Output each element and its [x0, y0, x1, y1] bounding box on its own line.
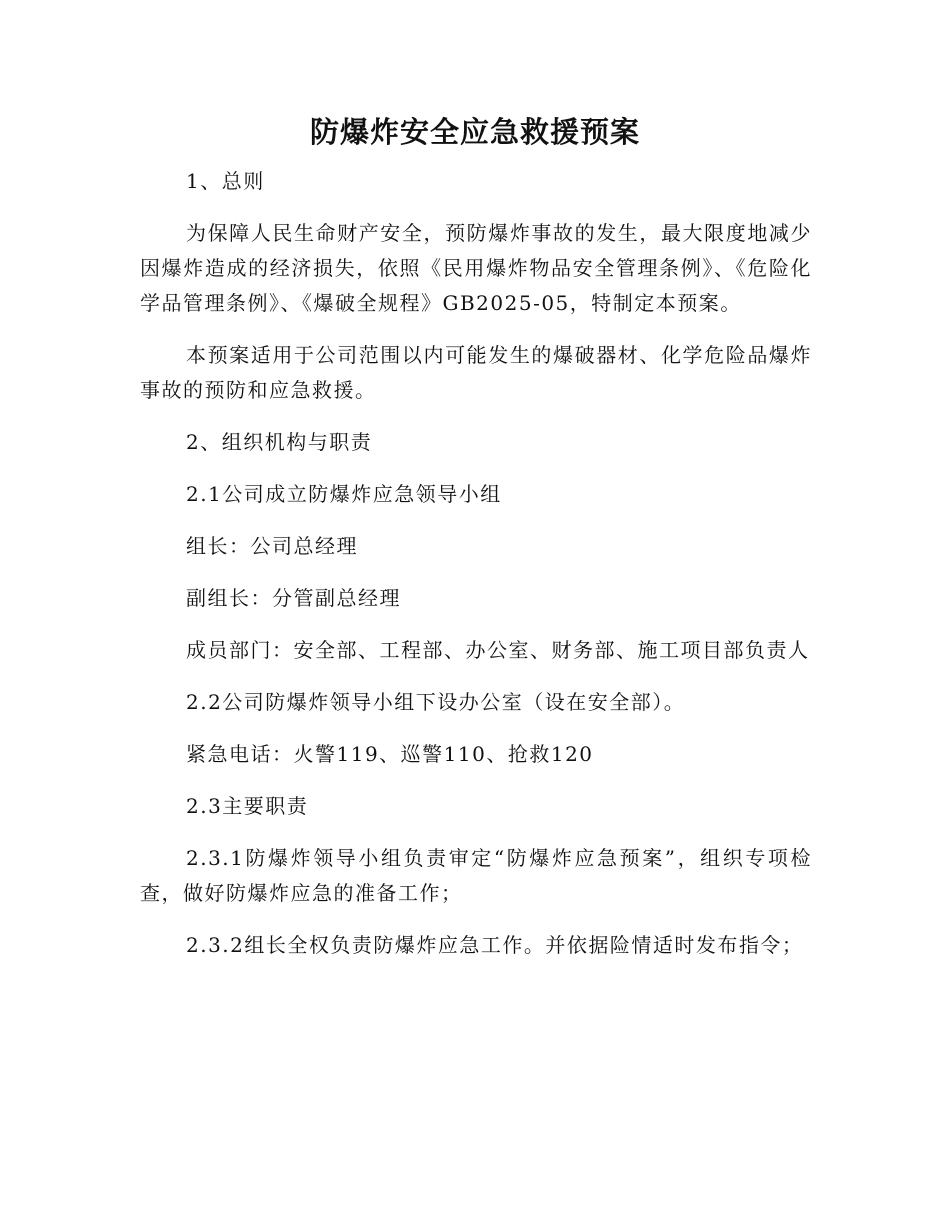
paragraph-duty-2-3-1: 2.3.1防爆炸领导小组负责审定“防爆炸应急预案”，组织专项检查，做好防爆炸应急的准备工作； [140, 846, 812, 905]
section-heading-organization: 2、组织机构与职责 [186, 430, 373, 454]
paragraph-duty-2-3-2: 2.3.2组长全权负责防爆炸应急工作。并依据险情适时发布指令； [186, 933, 804, 957]
subsection-office: 2.2公司防爆炸领导小组下设办公室（设在安全部）。 [186, 690, 686, 714]
paragraph-purpose: 为保障人民生命财产安全，预防爆炸事故的发生，最大限度地减少因爆炸造成的经济损失，依照《民用爆炸物品安全管理条例》、《危险化学品管理条例》、《爆破全规程》GB2025-05，特制定本预案。 [140, 221, 812, 315]
paragraph-scope: 本预案适用于公司范围以内可能发生的爆破器材、化学危险品爆炸事故的预防和应急救援。 [140, 343, 812, 402]
paragraph-group-leader: 组长：公司总经理 [186, 534, 358, 558]
document-body [140, 164, 812, 980]
paragraph-member-departments: 成员部门：安全部、工程部、办公室、财务部、施工项目部负责人 [186, 638, 810, 662]
subsection-leadership-group: 2.1公司成立防爆炸应急领导小组 [186, 482, 502, 506]
subsection-main-duties: 2.3主要职责 [186, 794, 309, 818]
section-heading-general: 1、总则 [186, 169, 265, 193]
paragraph-deputy-leader: 副组长：分管副总经理 [186, 586, 401, 610]
document-title: 防爆炸安全应急救援预案 [309, 115, 640, 149]
paragraph-emergency-phones: 紧急电话：火警119、巡警110、抢救120 [186, 742, 594, 766]
